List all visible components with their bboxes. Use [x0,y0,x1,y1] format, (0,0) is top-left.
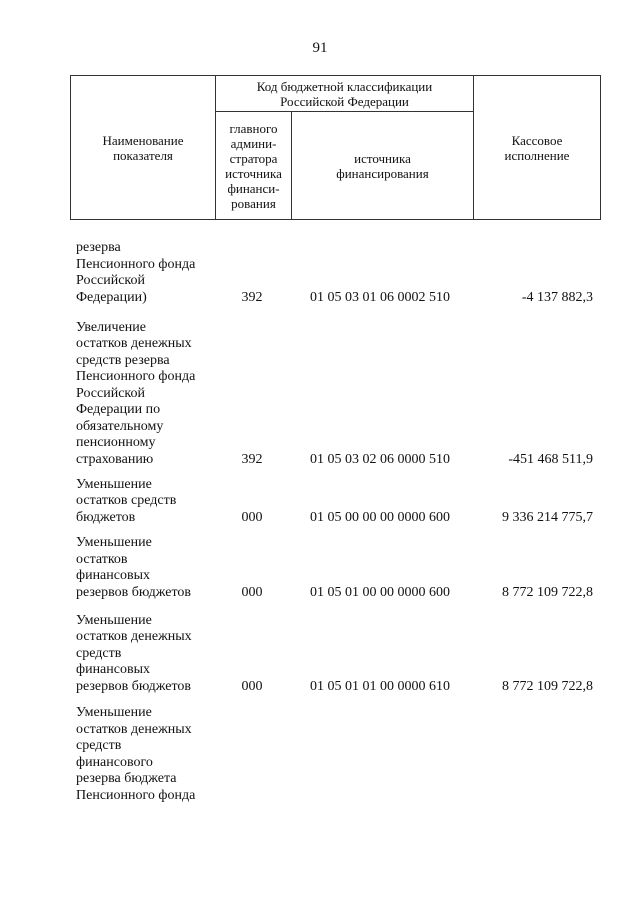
row-name: Уменьшение остатков денежных средств финансового резерва бюджета Пенсионного фонда [76,705,196,803]
row-name: Увеличение остатков денежных средств резерва Пенсионного фонда Российской Федерации по обязательному пенсионному страхованию [76,319,196,467]
header-classification-group: Код бюджетной классификации Российской Федерации [256,78,433,109]
row-source-code: 01 05 00 00 00 0000 600 [310,509,450,525]
table-row [0,316,640,468]
row-source-code: 01 05 01 00 00 0000 600 [310,584,450,600]
header-admin: главного админи- стратора источника финанси- рования [225,120,282,211]
header-source: источника финансирования [336,150,429,181]
table-row [0,704,640,804]
header-name: Наименование показателя [102,132,184,163]
row-name: Уменьшение остатков средств бюджетов [76,476,177,525]
row-amount: -4 137 882,3 [521,289,593,305]
row-amount: 9 336 214 775,7 [502,509,593,525]
row-source-code: 01 05 03 01 06 0002 510 [310,289,450,305]
row-amount: -451 468 511,9 [508,451,593,467]
table-row [0,535,640,601]
table-row [0,611,640,695]
table-row [0,234,640,306]
row-admin-code: 392 [241,451,263,467]
row-admin-code: 000 [241,584,263,600]
row-source-code: 01 05 01 01 00 0000 610 [310,678,450,694]
row-name: Уменьшение остатков денежных средств финансовых резервов бюджетов [76,612,192,694]
row-amount: 8 772 109 722,8 [502,678,593,694]
page-number: 91 [312,40,328,56]
row-name: Уменьшение остатков финансовых резервов бюджетов [76,535,191,600]
header-amount: Кассовое исполнение [504,132,570,163]
row-admin-code: 392 [241,289,263,305]
table-row [0,476,640,526]
row-amount: 8 772 109 722,8 [502,584,593,600]
row-admin-code: 000 [241,509,263,525]
row-admin-code: 000 [241,678,263,694]
row-source-code: 01 05 03 02 06 0000 510 [310,451,450,467]
row-name: резерва Пенсионного фонда Российской Федерации) [76,240,196,305]
